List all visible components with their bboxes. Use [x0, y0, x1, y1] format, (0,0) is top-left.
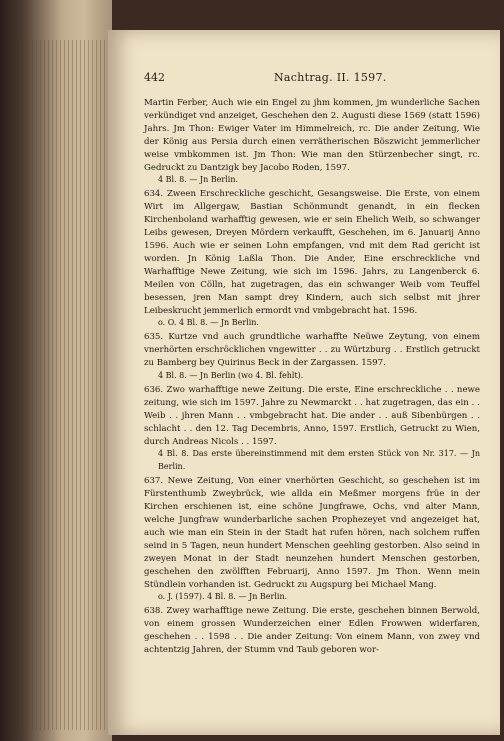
entry-634 [144, 188, 480, 330]
entry-text: 636. Zwo warhafftige newe Zeitung. Die erste, Eine erschreckliche . . newe zeitung, wie sich im 1597. Jahre zu Newmarckt . . hat zugetragen, das ein . . Weib . . jhren Mann . . vmbgebracht hat. Die ander . . auß Sibenbürgen . . schlacht . . den 12. Tag Decembris, Anno, 1597. Erstlich, Getruckt zu Wien, durch Andreas Nicols . . 1597. [144, 384, 480, 447]
book-page [108, 30, 500, 735]
page-content [144, 97, 480, 658]
entry-637 [144, 475, 480, 604]
entry-note: o. O. 4 Bl. 8. — Jn Berlin. [158, 318, 259, 328]
page-header [144, 71, 476, 87]
entry-text: 637. Newe Zeitung, Von einer vnerhörten Geschicht, so geschehen ist im Fürstenthumb Zweybrück, wie allda ein Meßmer morgens früe in der Kirchen erschienen ist, eine schöne Jungfrawe, Ochs, vnd alter Mann, welche Jungfraw wunderbarliche sachen Prophezeyet vnd angezeiget hat, auch wie man ein Stein in der Stadt hat rufen hören, nach solchem ruffen seind in 5 Tagen, neun hundert Menschen geehling gestorben. Also seind in zweyen Monat in der Stadt neunzehen hundert Menschen gestorben, geschehen den zwölfften Februarij, Anno 1597. Jm Thon. Wenn mein Stündlein vorhanden ist. Gedruckt zu Augspurg bei Michael Mang. [144, 476, 480, 590]
entry-note: 4 Bl. 8. — Jn Berlin (wo 4. Bl. fehlt). [158, 371, 304, 381]
entry-635 [144, 331, 480, 383]
entry-text: 635. Kurtze vnd auch grundtliche warhaffte Neüwe Zeytung, von einem vnerhörten erschröcklichen vngewitter . . zu Würtzburg . . Erstlich getruckt zu Bamberg bey Quirinus Beck in der Zargassen. 1597. [144, 332, 480, 369]
entry-text: 638. Zwey warhafftige newe Zeitung. Die erste, geschehen binnen Berwold, von einem grossen Wunderzeichen einer Edlen Frowwen widerfaren, geschehen . . 1598 . . Die ander Zeitung: Von einem Mann, von zwey vnd achtentzig Jahren, der Stumm vnd Taub geboren wor- [144, 606, 480, 656]
book-page-edges [0, 0, 112, 741]
entry-note: 4 Bl. 8. — Jn Berlin. [158, 175, 239, 185]
entry-note: 4 Bl. 8. Das erste übereinstimmend mit dem ersten Stück von Nr. 317. — Jn Berlin. [158, 449, 480, 472]
running-head: Nachtrag. II. 1597. [274, 71, 387, 84]
entry-638 [144, 605, 480, 657]
page-number: 442 [144, 71, 165, 84]
entry-note: o. J. (1597). 4 Bl. 8. — Jn Berlin. [158, 592, 288, 602]
entry-636 [144, 384, 480, 474]
entry-text: 634. Zween Erschreckliche geschicht, Gesangsweise. Die Erste, von einem Wirt im Allgergaw, Bastian Schönmundt genandt, in ein flecken Kirchenboland warhafftig gewesen, wie er sein Ehelich Weib, so schwanger Leibs gewesen, Dreyen Mördern verkaufft, Geschehen, im 6. Januarij Anno 1596. Auch wie er seinen Lohn empfangen, vnd mit dem Rad gericht ist worden. Jn König Laßla Thon. Die Ander, Eine erschreckliche vnd Warhafftige Newe Zeitung, wie sich im 1596. Jahrs, zu Langenberck 6. Meilen von Cölln, hat zugetragen, das ein schwanger Weib vom Teuffel besessen, jren Man sampt drey Kindern, auch sich selbst mit jhrer Leibeskrucht jemmerlich ermordt vnd vmbgebracht hat. 1596. [144, 189, 480, 316]
entry-text: Martin Ferber, Auch wie ein Engel zu jhm kommen, jm wunderliche Sachen verkündiget vnd anzeiget, Geschehen den 2. Augusti diese 1569 (statt 1596) Jahrs. Jm Thon: Ewiger Vater im Himmelreich, rc. Die ander Zeitung, Wie der König aus Persia durch einen verrätherischen Böszwicht jemmerlicher weise vmbkommen ist. Jm Thon: Wie man den Stürzenbecher singt, rc. Gedruckt zu Dantzigk bey Jacobo Roden, 1597. [144, 98, 480, 173]
page-edge-lines [20, 40, 110, 730]
entry-633-continuation [144, 97, 480, 187]
